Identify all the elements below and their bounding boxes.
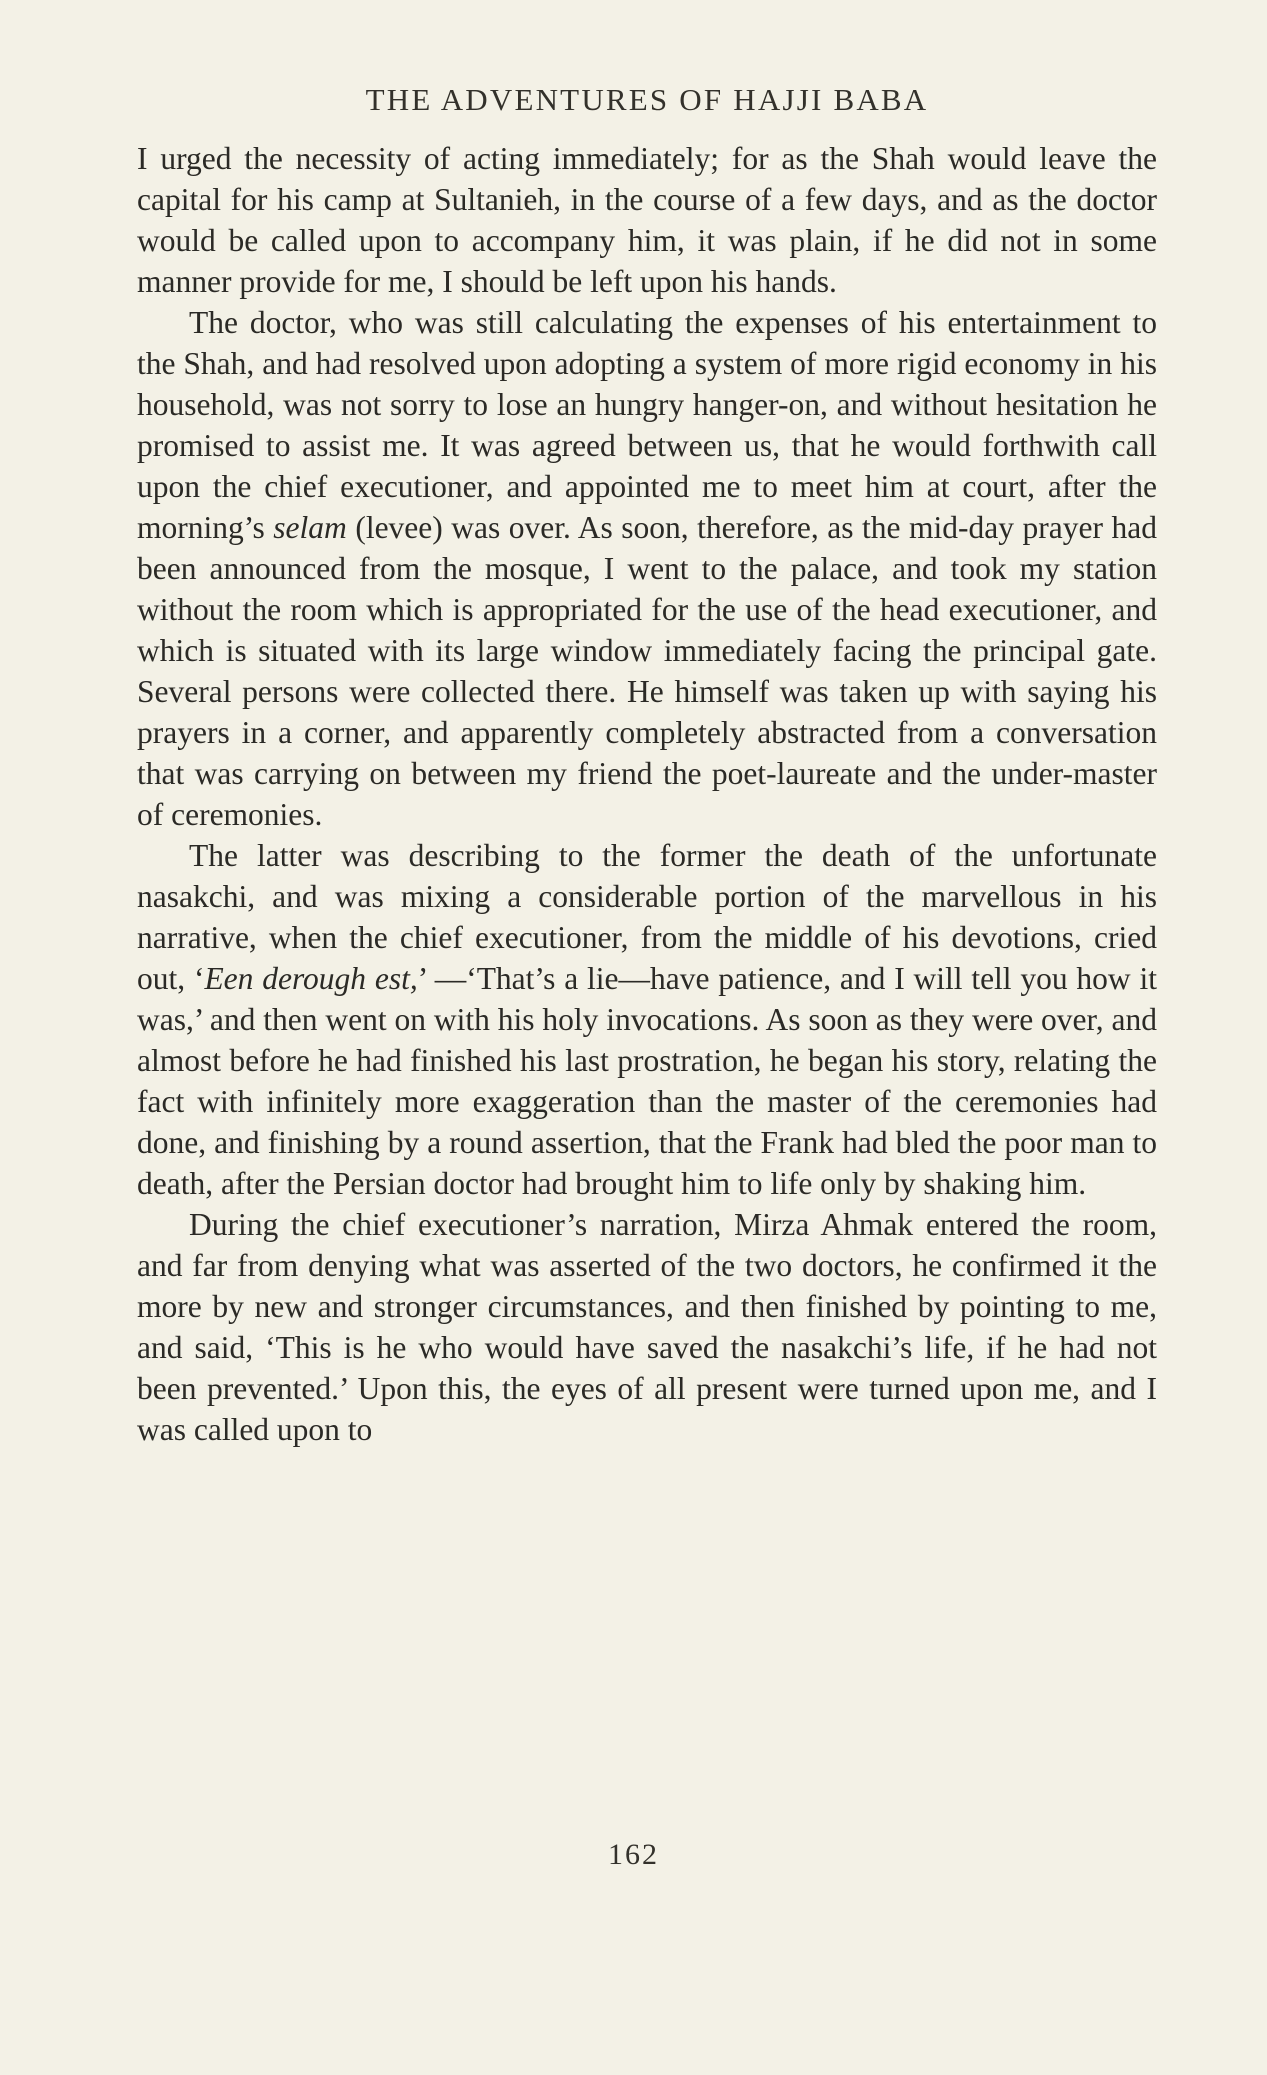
paragraph-2-text-a: The doctor, who was still calculating the expenses of his entertainment to the Shah, and had resolved upon adopting a system of more rigid economy in his household, was not sorry to lose an hungry hanger-on, and without hesitation he promised to assist me. It was agreed between us, that he would forthwith call upon the chief executioner, and appointed me to meet him at court, after the morning’s: [137, 305, 1157, 545]
paragraph-2-text-b: (levee) was over. As soon, therefore, as the mid-day prayer had been announced from the mosque, I went to the palace, and took my station without the room which is appropriated for the use of the head executioner, and which is situated with its large window immediately facing the principal gate. Several persons were collected there. He himself was taken up with saying his prayers in a corner, and apparently completely abstracted from a conversation that was carrying on between my friend the poet-laureate and the under-master of ceremonies.: [137, 510, 1157, 832]
book-page: [137, 80, 1157, 1450]
paragraph-4: [137, 1204, 1157, 1450]
paragraph-3: [137, 835, 1157, 1204]
paragraph-4-text: During the chief executioner’s narration, Mirza Ahmak entered the room, and far from denying what was asserted of the two doctors, he confirmed it the more by new and stronger circumstances, and then finished by pointing to me, and said, ‘This is he who would have saved the nasakchi’s life, if he had not been prevented.’ Upon this, the eyes of all present were turned upon me, and I was called upon to: [137, 1207, 1157, 1447]
paragraph-1: [137, 138, 1157, 302]
page-number: 162: [608, 1838, 659, 1871]
paragraph-3-text-a: The latter was describing to the former the death of the unfortunate nasakchi, and was mixing a considerable portion of the marvellous in his narrative, when the chief executioner, from the middle of his devotions, cried out, ‘: [137, 838, 1157, 996]
running-head: THE ADVENTURES OF HAJJI BABA: [365, 82, 929, 117]
paragraph-2-italic-selam: selam: [273, 510, 347, 545]
paragraph-3-text-b: ’ —‘That’s a lie—have patience, and I will tell you how it was,’ and then went on with his holy invocations. As soon as they were over, and almost before he had finished his last prostration, he began his story, relating the fact with infinitely more exaggeration than the master of the ceremonies had done, and finishing by a round assertion, that the Frank had bled the poor man to death, after the Persian doctor had brought him to life only by shaking him.: [137, 961, 1157, 1201]
paragraph-3-italic-persian: Een derough est,: [204, 961, 418, 996]
paragraph-2: [137, 302, 1157, 835]
paragraph-1-text: I urged the necessity of acting immediately; for as the Shah would leave the capital for his camp at Sultanieh, in the course of a few days, and as the doctor would be called upon to accompany him, it was plain, if he did not in some manner provide for me, I should be left upon his hands.: [137, 141, 1157, 299]
